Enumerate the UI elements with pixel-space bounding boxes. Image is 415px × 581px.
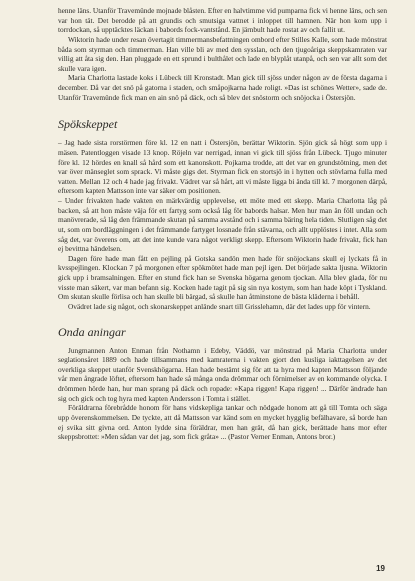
section-onda-aningar (58, 326, 387, 442)
spokskeppet-paragraph-3: Dagen före hade man fått en pejling på Gotska sandön men hade för snöjockans skull ej lyckats få in kvsspejlingen. Klockan 7 på morgonen efter spökmötet hade man pejl igen. Det började sakta ljusna. Wiktorin gick upp i bramsalningen. Efter en stund fick han se Svenska högarna genom tjockan. Alla blev glada, för nu visste man säkert, var man befann sig. Kocken hade tagit på sig sin nya kostym, som han hade köpt i Tyskland. Om skutan skulle förlisa och han skulle bli bärgad, så skulle han åtminstone de bästa kläderna i behåll. (58, 253, 387, 302)
section-spokskeppet (58, 118, 387, 311)
onda-aningar-paragraph-1: Jungmannen Anton Enman från Nothamn i Edeby, Väddö, var mönstrad på Maria Charlotta under seglationsåret 1889 och hade tillsammans med kamraterna i vakten gjort den kusliga iakttagelsen av det overkliga skeppet utanför Svenskhögarna. Han hade bestämt sig för att ta hyra med kapten Mattsson följande vår men ångrade löftet, eftersom han hade så många onda drömmar och förnimelser av en kommande olycka. I drömmen hörde han, hur man sprang på däck och ropade: »Kapa riggen! Kapa riggen! ... Därför ändrade han sig och gick och tog hyra med kapten Andersson i Tomta i stället. (58, 345, 387, 403)
spokskeppet-paragraph-1: – Jag hade sista rorstörmen före kl. 12 en natt i Östersjön, berättar Wiktorin. Sjön gick så högt som upp i mäsen. Patentloggen visade 13 knop. Röjeln var nerrigad, innan vi gick till sjöss från Lübeck. Tjugo minuter före kl. 12 hördes en knall så hård som ett kanonskott. Pojkarna trodde, att det var en grundstötning, men det var över mänseglet som sprack. Vi måste gigs det. Styrman fick en stortsjö in i hytten och stövlarna fulla med vatten. Mellan 12 och 4 hade jag frivakt. Vädret var så hårt, att vi måste ligga bi ända till kl. 7 morgonen därpå, eftersom kapten Mattsson inte var säker om positionen. (58, 138, 387, 196)
intro-text (58, 6, 387, 102)
intro-paragraph-2: Wiktorin hade under resan övertagit timmermansbefattningen ombord efter Stilles Kalle, som hade mönstrat båda som styrman och timmerman. Han ville bli av med den sysslan, och den tjugoåriga skeppskamraten var villig att åta sig den. Han pluggade en ett sprund i bulthålet och lade en blyplåt utanpå, och sen var allt som det skulle vara igen. (58, 34, 387, 73)
intro-paragraph-3: Maria Charlotta lastade koks i Lübeck till Kronstadt. Man gick till sjöss under någon av de första dagarna i december. Då var det snö på gatorna i staden, och småpojkarna hade roligt. »Das ist schönes Wetter», sade de. Utanför Travemünde fick man en ain snö på däck, och så blev det snöstorm och snöjocka i Östersjön. (58, 73, 387, 102)
page-number: 19 (376, 564, 385, 573)
spokskeppet-paragraph-4: Ovädret lade sig något, och skonarskeppet anlände snart till Grisslehamn, där det lades upp för vintern. (68, 301, 371, 311)
intro-paragraph-1: henne läns. Utanför Travemünde mojnade blåsten. Efter en halvtimme vid pumparna fick vi henne läns, och sen var hon tät. Det berodde på att grundis och smutsiga vattnet i inloppet till hamnen. När hon kom upp i torrdockan, så upptäcktes läckan i babords fock-vantstånd. En järnbult hade rostat av och fallit ut. (58, 6, 387, 35)
onda-aningar-paragraph-2: Föräldrarna förebrådde honom för hans vidskepliga tankar och nödgade honom att gå till Tomta och säga upp överenskommelsen. De tyckte, att då Mattsson var känd som en mycket hygglig befälhavare, så borde han ej svika sitt givna ord. Anton lydde sina föräldrar, men han grät, då han gick, berättade hans mor efter skeppsbrottet: »Men sådan var det jag, som fick gråta» ... (Pastor Verner Enman, Antons bror.) (58, 403, 387, 442)
spokskeppet-paragraph-2: – Under frivakten hade vakten en märkvärdig upplevelse, ett möte med ett skepp. Maria Charlotta låg på backen, så att hon måste väja för ett fartyg som också låg för babords halsar. Men hur man än föll undan och manövrerade, så låg den främmande skutan på samma avstånd och i samma bäring hela tiden. Slutligen såg det ut, som om bordläggningen i det främmande fartyget lossnade från stävarna, och allt upplöstes i intet. Alla som såg det, var överens om, att det inte kunde vara något verkligt skepp. Eftersom Wiktorin hade frivakt, fick han ej bevittna händelsen. (58, 196, 387, 254)
section-title-onda-aningar: Onda aningar (58, 324, 126, 339)
section-title-spokskeppet: Spökskeppet (58, 117, 118, 132)
